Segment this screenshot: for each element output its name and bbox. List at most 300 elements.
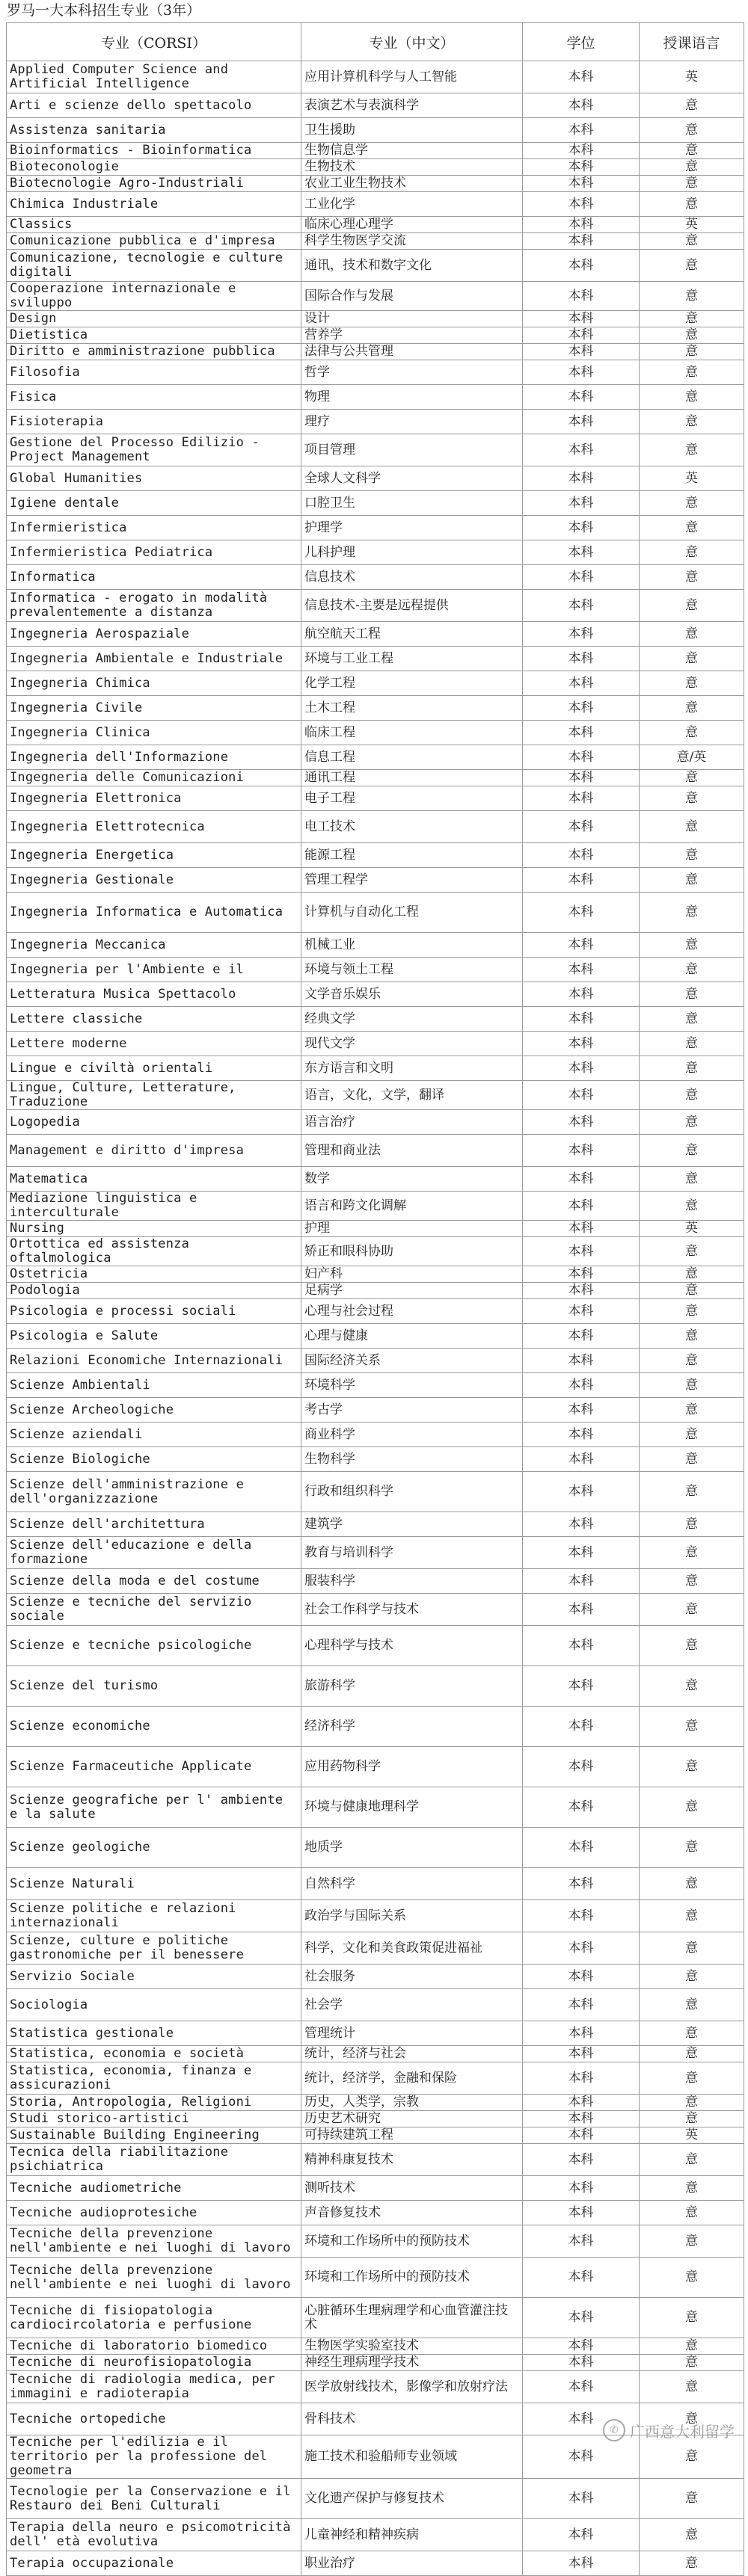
major-italian-cell: Tecniche audiometriche (7, 2176, 301, 2201)
major-italian-cell: Infermieristica Pediatrica (7, 540, 301, 565)
degree-cell: 本科 (523, 1056, 640, 1081)
language-cell: 意 (640, 671, 744, 696)
major-chinese-cell: 信息工程 (301, 745, 523, 770)
major-chinese-cell: 妇产科 (301, 1266, 523, 1283)
degree-cell: 本科 (523, 1324, 640, 1349)
degree-cell: 本科 (523, 1135, 640, 1167)
major-italian-cell: Tecniche di radiologia medica, per immagini e radioterapia (7, 2371, 301, 2403)
language-cell: 意 (640, 2355, 744, 2371)
major-chinese-cell: 考古学 (301, 1398, 523, 1423)
language-cell: 意 (640, 1666, 744, 1707)
language-cell: 意 (640, 1472, 744, 1512)
major-chinese-cell: 护理 (301, 1221, 523, 1237)
degree-cell: 本科 (523, 1828, 640, 1868)
major-chinese-cell: 商业科学 (301, 1423, 523, 1447)
degree-cell: 本科 (523, 176, 640, 192)
major-italian-cell: Sustainable Building Engineering (7, 2127, 301, 2144)
language-cell: 意 (640, 93, 744, 118)
major-chinese-cell: 通讯工程 (301, 770, 523, 786)
table-row (7, 786, 744, 811)
table-row (7, 1283, 744, 1299)
table-row (7, 590, 744, 622)
major-italian-cell: Dietistica (7, 327, 301, 344)
degree-cell: 本科 (523, 2127, 640, 2144)
language-cell: 意 (640, 1167, 744, 1192)
language-cell: 意 (640, 696, 744, 721)
table-row (7, 410, 744, 434)
degree-cell: 本科 (523, 385, 640, 410)
major-italian-cell: Assistenza sanitaria (7, 118, 301, 143)
table-row (7, 1237, 744, 1266)
degree-cell: 本科 (523, 233, 640, 250)
major-chinese-cell: 统计，经济学，金融和保险 (301, 2062, 523, 2095)
major-italian-cell: Ingegneria Ambientale e Industriale (7, 647, 301, 671)
language-cell: 意 (640, 868, 744, 893)
major-chinese-cell: 应用计算机科学与人工智能 (301, 61, 523, 93)
language-cell: 意 (640, 590, 744, 622)
header-major-chinese: 专业（中文） (301, 23, 523, 61)
major-chinese-cell: 儿科护理 (301, 540, 523, 565)
major-italian-cell: Arti e scienze dello spettacolo (7, 93, 301, 118)
major-italian-cell: Scienze politiche e relazioni internazionali (7, 1900, 301, 1932)
major-chinese-cell: 统计，经济与社会 (301, 2046, 523, 2062)
major-chinese-cell: 电子工程 (301, 786, 523, 811)
major-italian-cell: Informatica - erogato in modalità prevalentemente a distanza (7, 590, 301, 622)
table-row (7, 2225, 744, 2258)
major-italian-cell: Lettere classiche (7, 1007, 301, 1032)
major-chinese-cell: 应用药物科学 (301, 1747, 523, 1787)
major-chinese-cell: 信息技术-主要是远程提供 (301, 590, 523, 622)
major-italian-cell: Tecniche ortopediche (7, 2403, 301, 2435)
major-chinese-cell: 法律与公共管理 (301, 344, 523, 360)
table-row (7, 2021, 744, 2046)
major-chinese-cell: 口腔卫生 (301, 491, 523, 516)
table-row (7, 1868, 744, 1900)
watermark (603, 2419, 735, 2441)
major-chinese-cell: 机械工业 (301, 933, 523, 958)
table-row (7, 2355, 744, 2371)
degree-cell: 本科 (523, 1707, 640, 1747)
language-cell: 意 (640, 1266, 744, 1283)
major-italian-cell: Bioinformatics - Bioinformatica (7, 143, 301, 159)
degree-cell: 本科 (523, 2258, 640, 2298)
table-row (7, 1900, 744, 1932)
degree-cell: 本科 (523, 933, 640, 958)
major-italian-cell: Informatica (7, 565, 301, 590)
language-cell: 意 (640, 143, 744, 159)
major-chinese-cell: 环境和工作场所中的预防技术 (301, 2225, 523, 2258)
language-cell: 意 (640, 2046, 744, 2062)
table-row (7, 958, 744, 982)
degree-cell: 本科 (523, 2062, 640, 2095)
degree-cell: 本科 (523, 118, 640, 143)
table-row (7, 1626, 744, 1666)
language-cell: 意 (640, 2201, 744, 2225)
table-row (7, 217, 744, 233)
table-row (7, 1032, 744, 1056)
language-cell: 意 (640, 647, 744, 671)
degree-cell: 本科 (523, 1472, 640, 1512)
table-row (7, 671, 744, 696)
degree-cell: 本科 (523, 344, 640, 360)
table-row (7, 2258, 744, 2298)
degree-cell: 本科 (523, 1594, 640, 1626)
degree-cell: 本科 (523, 1868, 640, 1900)
major-italian-cell: Fisica (7, 385, 301, 410)
table-row (7, 1989, 744, 2021)
table-row (7, 2479, 744, 2519)
language-cell: 意 (640, 2298, 744, 2338)
table-row (7, 2519, 744, 2551)
degree-cell: 本科 (523, 2338, 640, 2355)
major-italian-cell: Tecniche della prevenzione nell'ambiente e nei luoghi di lavoro (7, 2225, 301, 2258)
language-cell: 英 (640, 466, 744, 491)
major-chinese-cell: 物理 (301, 385, 523, 410)
major-chinese-cell: 信息技术 (301, 565, 523, 590)
language-cell: 意 (640, 410, 744, 434)
table-row (7, 1192, 744, 1221)
major-chinese-cell: 表演艺术与表演科学 (301, 93, 523, 118)
language-cell: 意 (640, 360, 744, 385)
major-chinese-cell: 语言和跨文化调解 (301, 1192, 523, 1221)
degree-cell: 本科 (523, 282, 640, 311)
table-row (7, 93, 744, 118)
major-chinese-cell: 建筑学 (301, 1512, 523, 1537)
table-row (7, 2062, 744, 2095)
table-row (7, 770, 744, 786)
major-italian-cell: Psicologia e processi sociali (7, 1299, 301, 1324)
major-italian-cell: Cooperazione internazionale e sviluppo (7, 282, 301, 311)
table-row (7, 982, 744, 1007)
major-chinese-cell: 儿童神经和精神疾病 (301, 2519, 523, 2551)
table-row (7, 2111, 744, 2127)
language-cell: 意 (640, 1787, 744, 1828)
language-cell: 意 (640, 118, 744, 143)
degree-cell: 本科 (523, 2435, 640, 2479)
language-cell: 意 (640, 622, 744, 647)
language-cell: 意 (640, 721, 744, 745)
major-chinese-cell: 生物技术 (301, 159, 523, 176)
language-cell: 意 (640, 1056, 744, 1081)
language-cell: 英 (640, 217, 744, 233)
table-row (7, 2298, 744, 2338)
table-row (7, 647, 744, 671)
table-row (7, 1707, 744, 1747)
table-row (7, 1324, 744, 1349)
table-row (7, 466, 744, 491)
degree-cell: 本科 (523, 1447, 640, 1472)
major-chinese-cell: 社会服务 (301, 1965, 523, 1989)
language-cell: 意 (640, 2371, 744, 2403)
major-italian-cell: Global Humanities (7, 466, 301, 491)
language-cell: 意 (640, 250, 744, 282)
language-cell: 意 (640, 1512, 744, 1537)
major-chinese-cell: 东方语言和文明 (301, 1056, 523, 1081)
language-cell: 意 (640, 2021, 744, 2046)
major-chinese-cell: 社会工作科学与技术 (301, 1594, 523, 1626)
major-italian-cell: Scienze dell'educazione e della formazione (7, 1537, 301, 1569)
table-row (7, 811, 744, 843)
table-row (7, 1135, 744, 1167)
language-cell: 意 (640, 2258, 744, 2298)
major-chinese-cell: 科学，文化和美食政策促进福祉 (301, 1932, 523, 1965)
degree-cell: 本科 (523, 1349, 640, 1373)
language-cell: 意 (640, 1237, 744, 1266)
table-row (7, 1349, 744, 1373)
degree-cell: 本科 (523, 2144, 640, 2176)
degree-cell: 本科 (523, 590, 640, 622)
major-chinese-cell: 环境和工作场所中的预防技术 (301, 2258, 523, 2298)
degree-cell: 本科 (523, 721, 640, 745)
degree-cell: 本科 (523, 1989, 640, 2021)
major-italian-cell: Ingegneria Civile (7, 696, 301, 721)
degree-cell: 本科 (523, 410, 640, 434)
major-chinese-cell: 电工技术 (301, 811, 523, 843)
major-italian-cell: Ostetricia (7, 1266, 301, 1283)
major-italian-cell: Terapia occupazionale (7, 2551, 301, 2576)
degree-cell: 本科 (523, 2046, 640, 2062)
major-chinese-cell: 声音修复技术 (301, 2201, 523, 2225)
major-italian-cell: Ingegneria Meccanica (7, 933, 301, 958)
table-row (7, 176, 744, 192)
major-italian-cell: Scienze Archeologiche (7, 1398, 301, 1423)
degree-cell: 本科 (523, 434, 640, 466)
major-chinese-cell: 管理工程学 (301, 868, 523, 893)
degree-cell: 本科 (523, 540, 640, 565)
degree-cell: 本科 (523, 1237, 640, 1266)
degree-cell: 本科 (523, 250, 640, 282)
degree-cell: 本科 (523, 1537, 640, 1569)
table-row (7, 2127, 744, 2144)
language-cell: 意 (640, 786, 744, 811)
language-cell: 意 (640, 192, 744, 217)
table-row (7, 1423, 744, 1447)
table-row (7, 327, 744, 344)
major-chinese-cell: 旅游科学 (301, 1666, 523, 1707)
table-row (7, 1110, 744, 1135)
major-chinese-cell: 自然科学 (301, 1868, 523, 1900)
major-italian-cell: Scienze Biologiche (7, 1447, 301, 1472)
degree-cell: 本科 (523, 516, 640, 540)
language-cell: 英 (640, 1221, 744, 1237)
degree-cell: 本科 (523, 466, 640, 491)
table-row (7, 1594, 744, 1626)
language-cell: 意 (640, 2338, 744, 2355)
table-row (7, 1569, 744, 1594)
major-chinese-cell: 管理统计 (301, 2021, 523, 2046)
table-row (7, 2435, 744, 2479)
language-cell: 意 (640, 1626, 744, 1666)
language-cell: 意 (640, 434, 744, 466)
wechat-icon: ✆ (603, 2419, 625, 2441)
language-cell: 意 (640, 1747, 744, 1787)
degree-cell: 本科 (523, 2371, 640, 2403)
language-cell: 意 (640, 516, 744, 540)
major-italian-cell: Infermieristica (7, 516, 301, 540)
language-cell: 意 (640, 491, 744, 516)
major-chinese-cell: 理疗 (301, 410, 523, 434)
major-italian-cell: Classics (7, 217, 301, 233)
degree-cell: 本科 (523, 143, 640, 159)
major-italian-cell: Ortottica ed assistenza oftalmologica (7, 1237, 301, 1266)
degree-cell: 本科 (523, 868, 640, 893)
major-italian-cell: Scienze Farmaceutiche Applicate (7, 1747, 301, 1787)
major-italian-cell: Tecniche per l'edilizia e il territorio per la professione del geometra (7, 2435, 301, 2479)
major-italian-cell: Statistica gestionale (7, 2021, 301, 2046)
major-italian-cell: Design (7, 311, 301, 327)
page-title: 罗马一大本科招生专业（3年） (7, 2, 201, 19)
table-row (7, 385, 744, 410)
major-italian-cell: Comunicazione, tecnologie e culture digitali (7, 250, 301, 282)
major-chinese-cell: 临床工程 (301, 721, 523, 745)
degree-cell: 本科 (523, 1081, 640, 1110)
table-row (7, 1965, 744, 1989)
language-cell: 意/英 (640, 745, 744, 770)
major-italian-cell: Chimica Industriale (7, 192, 301, 217)
language-cell: 意 (640, 327, 744, 344)
degree-cell: 本科 (523, 1373, 640, 1398)
language-cell: 意 (640, 1569, 744, 1594)
major-italian-cell: Ingegneria Aerospaziale (7, 622, 301, 647)
degree-cell: 本科 (523, 327, 640, 344)
degree-cell: 本科 (523, 93, 640, 118)
major-italian-cell: Tecniche di laboratorio biomedico (7, 2338, 301, 2355)
table-row (7, 1828, 744, 1868)
major-italian-cell: Igiene dentale (7, 491, 301, 516)
major-chinese-cell: 管理和商业法 (301, 1135, 523, 1167)
language-cell: 意 (640, 2176, 744, 2201)
degree-cell: 本科 (523, 1747, 640, 1787)
table-row (7, 1666, 744, 1707)
table-row (7, 1299, 744, 1324)
degree-cell: 本科 (523, 2519, 640, 2551)
degree-cell: 本科 (523, 770, 640, 786)
major-chinese-cell: 临床心理心理学 (301, 217, 523, 233)
language-cell: 意 (640, 1447, 744, 1472)
language-cell: 意 (640, 282, 744, 311)
major-italian-cell: Tecniche della prevenzione nell'ambiente e nei luoghi di lavoro (7, 2258, 301, 2298)
major-italian-cell: Tecniche audioprotesiche (7, 2201, 301, 2225)
language-cell: 意 (640, 565, 744, 590)
language-cell: 意 (640, 893, 744, 933)
major-italian-cell: Gestione del Processo Edilizio - Project Management (7, 434, 301, 466)
degree-cell: 本科 (523, 1423, 640, 1447)
degree-cell: 本科 (523, 1221, 640, 1237)
language-cell: 意 (640, 540, 744, 565)
table-row (7, 118, 744, 143)
table-row (7, 893, 744, 933)
language-cell: 意 (640, 2519, 744, 2551)
language-cell: 意 (640, 1594, 744, 1626)
degree-cell: 本科 (523, 1965, 640, 1989)
major-italian-cell: Statistica, economia, finanza e assicurazioni (7, 2062, 301, 2095)
major-italian-cell: Tecniche di fisiopatologia cardiocircolatoria e perfusione (7, 2298, 301, 2338)
major-chinese-cell: 医学放射线技术，影像学和放射疗法 (301, 2371, 523, 2403)
table-row (7, 143, 744, 159)
major-italian-cell: Podologia (7, 1283, 301, 1299)
major-italian-cell: Biotecnologie Agro-Industriali (7, 176, 301, 192)
language-cell: 意 (640, 933, 744, 958)
language-cell: 意 (640, 1965, 744, 1989)
major-italian-cell: Nursing (7, 1221, 301, 1237)
table-row (7, 360, 744, 385)
language-cell: 英 (640, 2127, 744, 2144)
major-italian-cell: Tecniche di neurofisiopatologia (7, 2355, 301, 2371)
language-cell: 意 (640, 811, 744, 843)
major-italian-cell: Lingue, Culture, Letterature, Traduzione (7, 1081, 301, 1110)
degree-cell: 本科 (523, 1007, 640, 1032)
degree-cell: 本科 (523, 2479, 640, 2519)
major-italian-cell: Storia, Antropologia, Religioni (7, 2095, 301, 2111)
table-row (7, 2551, 744, 2576)
major-chinese-cell: 社会学 (301, 1989, 523, 2021)
table-row (7, 868, 744, 893)
major-chinese-cell: 卫生援助 (301, 118, 523, 143)
major-chinese-cell: 历史艺术研究 (301, 2111, 523, 2127)
major-italian-cell: Ingegneria Chimica (7, 671, 301, 696)
table-row (7, 311, 744, 327)
major-chinese-cell: 项目管理 (301, 434, 523, 466)
table-row (7, 721, 744, 745)
degree-cell: 本科 (523, 982, 640, 1007)
major-chinese-cell: 国际合作与发展 (301, 282, 523, 311)
language-cell: 意 (640, 2144, 744, 2176)
table-row (7, 1537, 744, 1569)
major-chinese-cell: 语言治疗 (301, 1110, 523, 1135)
major-chinese-cell: 经济科学 (301, 1707, 523, 1747)
language-cell: 意 (640, 982, 744, 1007)
major-chinese-cell: 计算机与自动化工程 (301, 893, 523, 933)
language-cell: 意 (640, 1398, 744, 1423)
degree-cell: 本科 (523, 647, 640, 671)
major-italian-cell: Scienze geologiche (7, 1828, 301, 1868)
degree-cell: 本科 (523, 1167, 640, 1192)
table-row (7, 933, 744, 958)
degree-cell: 本科 (523, 1626, 640, 1666)
language-cell: 意 (640, 770, 744, 786)
major-chinese-cell: 环境与工业工程 (301, 647, 523, 671)
language-cell: 意 (640, 1192, 744, 1221)
degree-cell: 本科 (523, 2201, 640, 2225)
major-italian-cell: Fisioterapia (7, 410, 301, 434)
language-cell: 意 (640, 176, 744, 192)
language-cell: 意 (640, 2435, 744, 2479)
header-major-italian: 专业（CORSI） (7, 23, 301, 61)
major-italian-cell: Bioteconologie (7, 159, 301, 176)
major-chinese-cell: 国际经济关系 (301, 1349, 523, 1373)
table-header-row (7, 23, 744, 61)
language-cell: 意 (640, 1283, 744, 1299)
major-italian-cell: Matematica (7, 1167, 301, 1192)
major-chinese-cell: 哲学 (301, 360, 523, 385)
major-chinese-cell: 心理与健康 (301, 1324, 523, 1349)
major-chinese-cell: 神经生理病理学技术 (301, 2355, 523, 2371)
degree-cell: 本科 (523, 1266, 640, 1283)
major-italian-cell: Tecnologie per la Conservazione e il Restauro dei Beni Culturali (7, 2479, 301, 2519)
degree-cell: 本科 (523, 2355, 640, 2371)
major-italian-cell: Relazioni Economiche Internazionali (7, 1349, 301, 1373)
major-italian-cell: Applied Computer Science and Artificial Intelligence (7, 61, 301, 93)
language-cell: 意 (640, 1110, 744, 1135)
major-chinese-cell: 环境与健康地理科学 (301, 1787, 523, 1828)
major-chinese-cell: 心脏循环生理病理学和心血管灌注技术 (301, 2298, 523, 2338)
major-italian-cell: Ingegneria dell'Informazione (7, 745, 301, 770)
table-row (7, 1747, 744, 1787)
language-cell: 意 (640, 233, 744, 250)
table-row (7, 1081, 744, 1110)
major-italian-cell: Scienze Ambientali (7, 1373, 301, 1398)
degree-cell: 本科 (523, 2176, 640, 2201)
